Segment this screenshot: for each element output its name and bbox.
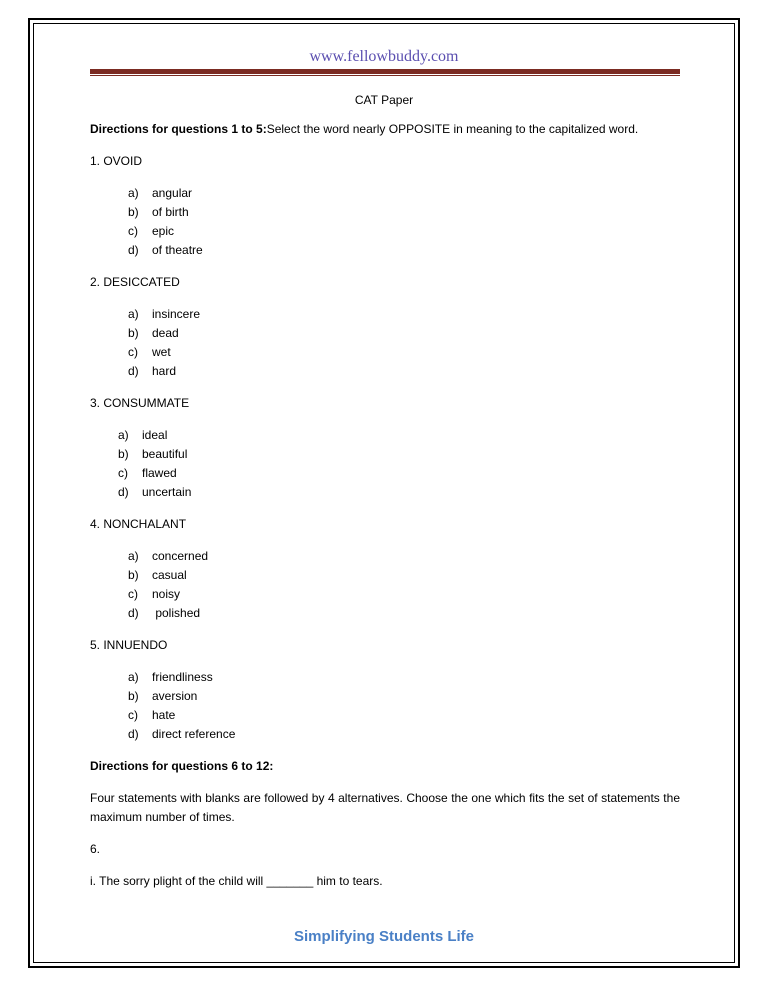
- option-text: aversion: [152, 689, 198, 703]
- option-letter: d): [128, 243, 139, 257]
- question-6-number: 6.: [90, 842, 101, 856]
- option-text: of theatre: [152, 243, 203, 257]
- question-4: 4. NONCHALANT: [90, 517, 187, 531]
- directions-2: [90, 757, 680, 776]
- header-rule-thin: [90, 75, 680, 76]
- option-letter: b): [128, 205, 139, 219]
- option-text: insincere: [152, 307, 201, 321]
- option-letter: c): [128, 708, 138, 722]
- directions-1: [90, 120, 680, 139]
- option: [90, 483, 680, 502]
- option-text: of birth: [152, 205, 189, 219]
- option-text: concerned: [152, 549, 209, 563]
- option-text: noisy: [152, 587, 181, 601]
- question-5: 5. INNUENDO: [90, 638, 168, 652]
- option-letter: d): [128, 727, 139, 741]
- option-letter: d): [128, 606, 139, 620]
- option: [90, 687, 680, 706]
- option-letter: c): [118, 466, 128, 480]
- directions-2-label: Directions for questions 6 to 12:: [90, 759, 274, 773]
- option: [90, 668, 680, 687]
- question-3-options: [90, 426, 680, 502]
- document-title: CAT Paper: [354, 93, 414, 107]
- option-letter: d): [128, 364, 139, 378]
- option-text: hate: [152, 708, 176, 722]
- option: [90, 241, 680, 260]
- option-letter: a): [128, 670, 139, 684]
- option-text: wet: [152, 345, 171, 359]
- option-letter: b): [118, 447, 129, 461]
- option: [90, 445, 680, 464]
- option-letter: c): [128, 587, 138, 601]
- question-2: 2. DESICCATED: [90, 275, 180, 289]
- option: [90, 464, 680, 483]
- question-4-options: [90, 547, 680, 623]
- question-5-options: [90, 668, 680, 744]
- option-text: hard: [152, 364, 177, 378]
- header-rule: [90, 69, 680, 74]
- option-text: ideal: [142, 428, 168, 442]
- option-letter: b): [128, 568, 139, 582]
- question-1: 1. OVOID: [90, 154, 143, 168]
- option: [90, 222, 680, 241]
- option-letter: a): [128, 549, 139, 563]
- option-text: polished: [152, 606, 201, 620]
- option-letter: b): [128, 689, 139, 703]
- option: [90, 362, 680, 381]
- option: [90, 324, 680, 343]
- directions-1-text: Select the word nearly OPPOSITE in meaning to the capitalized word.: [266, 122, 639, 136]
- option: [90, 725, 680, 744]
- question-1-options: [90, 184, 680, 260]
- option-letter: a): [128, 186, 139, 200]
- option-text: direct reference: [152, 727, 236, 741]
- option-letter: a): [128, 307, 139, 321]
- option: [90, 426, 680, 445]
- option-text: beautiful: [142, 447, 188, 461]
- option: [90, 203, 680, 222]
- instructions-paragraph: Four statements with blanks are followed by 4 alternatives. Choose the one which fits the set of statements the maximum number of times.: [90, 791, 680, 824]
- option-text: friendliness: [152, 670, 213, 684]
- option-letter: c): [128, 224, 138, 238]
- option-text: uncertain: [142, 485, 192, 499]
- option-text: flawed: [142, 466, 177, 480]
- question-2-options: [90, 305, 680, 381]
- option: [90, 343, 680, 362]
- option-text: epic: [152, 224, 175, 238]
- document-body: [90, 120, 680, 904]
- question-6-statement-1: i. The sorry plight of the child will _______ him to tears.: [90, 874, 383, 888]
- footer-tagline: Simplifying Students Life: [293, 928, 474, 945]
- option-letter: b): [128, 326, 139, 340]
- option: [90, 305, 680, 324]
- option-text: dead: [152, 326, 179, 340]
- option-letter: d): [118, 485, 129, 499]
- header-url: www.fellowbuddy.com: [309, 48, 459, 65]
- question-3: 3. CONSUMMATE: [90, 396, 190, 410]
- directions-1-label: Directions for questions 1 to 5:: [90, 122, 267, 136]
- option: [90, 585, 680, 604]
- option-letter: a): [118, 428, 129, 442]
- option-text: casual: [152, 568, 187, 582]
- option: [90, 184, 680, 203]
- option-letter: c): [128, 345, 138, 359]
- option: [90, 566, 680, 585]
- option-text: angular: [152, 186, 193, 200]
- option: [90, 547, 680, 566]
- option: [90, 706, 680, 725]
- option: [90, 604, 680, 623]
